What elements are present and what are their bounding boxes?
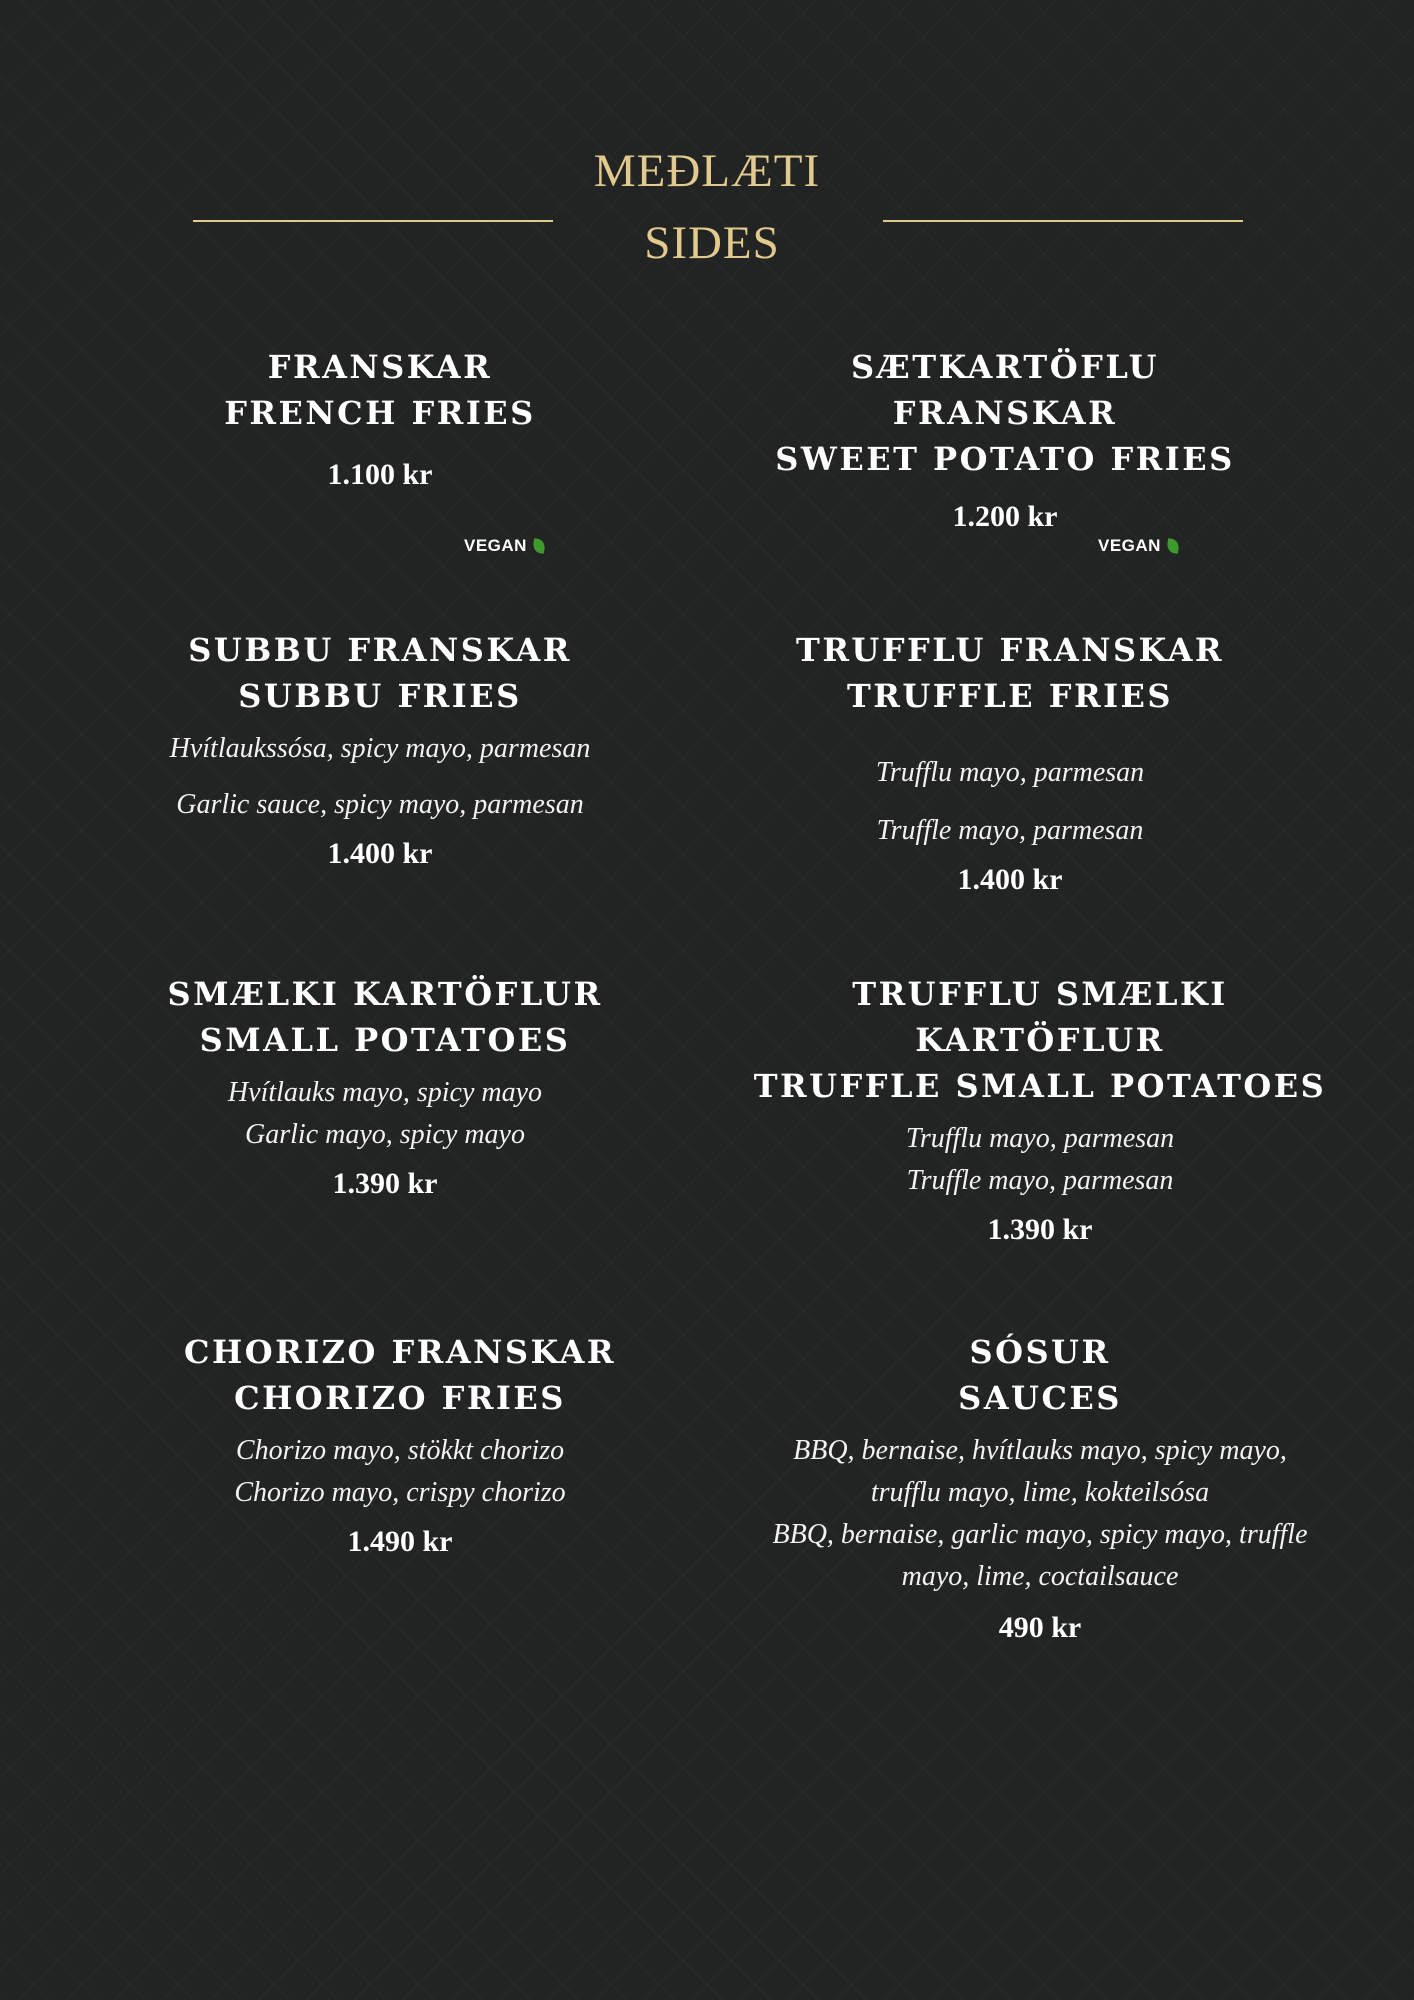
menu-item-truffle-small-potatoes — [740, 971, 1340, 1247]
item-description-icelandic-line-2: trufflu mayo, lime, kokteilsósa — [870, 1477, 1210, 1508]
item-name-english: SAUCES — [958, 1379, 1122, 1417]
item-description-icelandic: Trufflu mayo, parmesan — [905, 1123, 1175, 1154]
item-name-icelandic: SUBBU FRANSKAR — [188, 631, 572, 669]
leaf-icon — [532, 538, 546, 554]
item-description-icelandic: Hvítlauks mayo, spicy mayo — [227, 1077, 543, 1108]
item-name-english: CHORIZO FRIES — [234, 1379, 566, 1417]
item-description-english: Garlic mayo, spicy mayo — [245, 1119, 525, 1150]
item-name-english: SUBBU FRIES — [238, 677, 522, 715]
section-title-icelandic: MEÐLÆTI — [593, 145, 821, 197]
item-description-english-line-2: mayo, lime, coctailsauce — [901, 1561, 1179, 1592]
menu-item-chorizo-fries — [160, 1329, 640, 1559]
item-description-icelandic: Trufflu mayo, parmesan — [875, 757, 1145, 788]
menu-item-sauces — [740, 1329, 1340, 1645]
item-name-icelandic: FRANSKAR — [267, 348, 493, 386]
vegan-badge — [1098, 536, 1179, 556]
item-price: 1.390 kr — [332, 1167, 438, 1200]
item-description-english: Chorizo mayo, crispy chorizo — [234, 1477, 566, 1508]
menu-item-subbu-fries — [130, 627, 630, 871]
item-name-english: SWEET POTATO FRIES — [775, 440, 1235, 478]
item-price: 1.400 kr — [957, 863, 1063, 896]
item-name-english: TRUFFLE SMALL POTATOES — [753, 1067, 1327, 1105]
menu-item-small-potatoes — [150, 971, 620, 1201]
item-price: 1.100 kr — [327, 458, 433, 491]
section-title-english: SIDES — [644, 217, 780, 269]
item-name-icelandic: SÆTKARTÖFLU FRANSKAR — [851, 348, 1159, 432]
item-name-english: TRUFFLE FRIES — [846, 677, 1174, 715]
item-description-icelandic: Chorizo mayo, stökkt chorizo — [235, 1435, 565, 1466]
menu-item-truffle-fries — [760, 627, 1260, 897]
menu-item-french-fries — [180, 344, 580, 492]
vegan-label: VEGAN — [1098, 536, 1161, 555]
item-price: 1.200 kr — [952, 500, 1058, 533]
item-name-english: SMALL POTATOES — [199, 1021, 571, 1059]
item-name-icelandic: CHORIZO FRANSKAR — [184, 1333, 616, 1371]
item-price: 490 kr — [998, 1611, 1082, 1644]
item-price: 1.400 kr — [327, 837, 433, 870]
item-description-icelandic: Hvítlaukssósa, spicy mayo, parmesan — [169, 733, 591, 764]
item-description-english: Truffle mayo, parmesan — [876, 815, 1144, 846]
menu-item-sweet-potato-fries — [740, 344, 1270, 534]
item-name-icelandic: TRUFFLU SMÆLKI KARTÖFLUR — [852, 975, 1228, 1059]
item-price: 1.390 kr — [987, 1213, 1093, 1246]
item-name-english: FRENCH FRIES — [224, 394, 536, 432]
item-name-icelandic: SMÆLKI KARTÖFLUR — [167, 975, 603, 1013]
item-name-icelandic: TRUFFLU FRANSKAR — [796, 631, 1224, 669]
item-price: 1.490 kr — [347, 1525, 453, 1558]
vegan-badge — [464, 536, 545, 556]
item-name-icelandic: SÓSUR — [969, 1333, 1111, 1371]
item-description-english-line-1: BBQ, bernaise, garlic mayo, spicy mayo, truffle — [772, 1519, 1308, 1550]
item-description-english: Garlic sauce, spicy mayo, parmesan — [176, 789, 584, 820]
item-description-icelandic-line-1: BBQ, bernaise, hvítlauks mayo, spicy mayo, — [793, 1435, 1287, 1466]
vegan-label: VEGAN — [464, 536, 527, 555]
item-description-english: Truffle mayo, parmesan — [906, 1165, 1174, 1196]
leaf-icon — [1166, 538, 1180, 554]
